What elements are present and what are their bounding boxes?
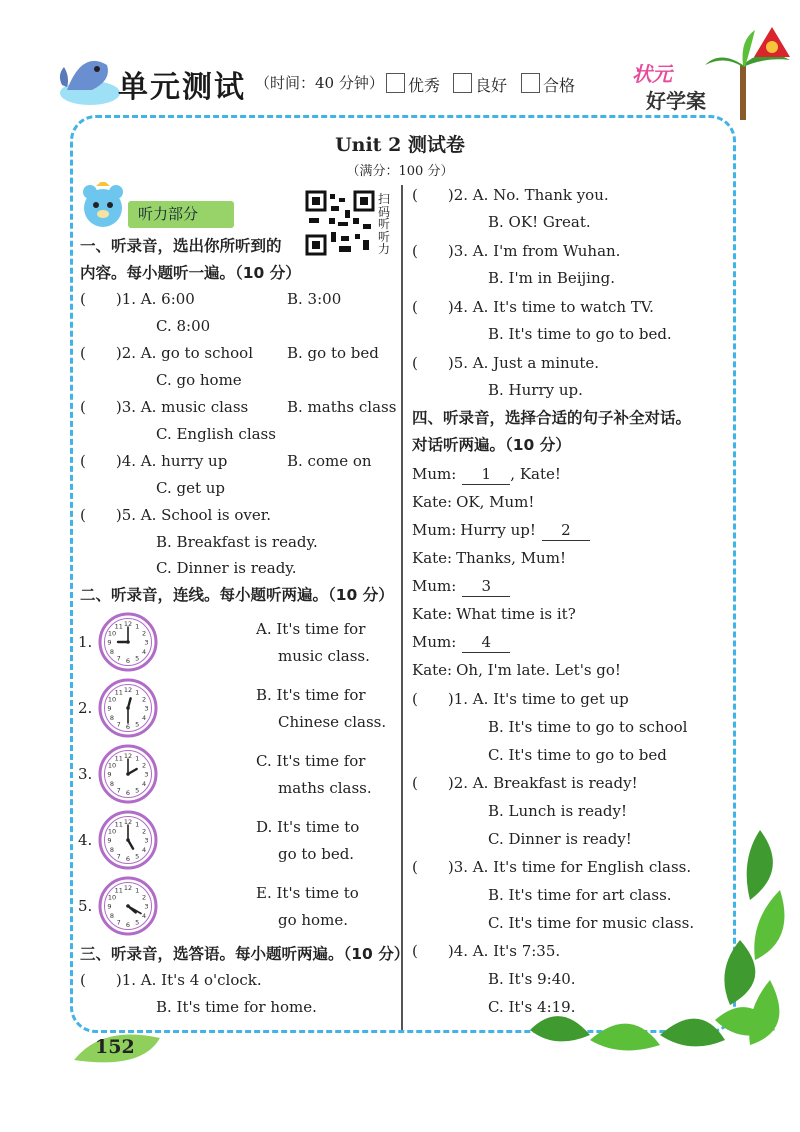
dialog-text: Thanks, Mum! <box>456 549 566 567</box>
clock-digit: 1 <box>135 754 140 763</box>
clock-digit: 11 <box>114 622 123 631</box>
dialog-text: Hurry up! <box>460 521 536 539</box>
s2-opt-e-2: go home. <box>278 911 348 929</box>
s2-num-5: 5. <box>78 897 93 915</box>
grade-good-checkbox[interactable] <box>453 73 472 93</box>
s4-q4-b: B. It's 9:40. <box>488 970 576 988</box>
clock-digit: 10 <box>107 827 117 836</box>
s3-q4-b: B. It's time to go to bed. <box>488 325 672 343</box>
clock-digit: 8 <box>109 779 115 788</box>
dialog-text: OK, Mum! <box>456 493 535 511</box>
s4-q1-a: ( )1. A. It's time to get up <box>412 690 629 708</box>
clock-digit: 5 <box>135 720 140 729</box>
s2-opt-a-2: music class. <box>278 647 370 665</box>
clock-digit: 8 <box>109 911 115 920</box>
s2-opt-b-1: B. It's time for <box>256 686 366 704</box>
dialog-line <box>412 660 621 680</box>
section1-heading-2: 内容。每小题听一遍。（10 分） <box>80 264 301 282</box>
clock-digit: 6 <box>125 921 131 929</box>
clock-1-icon <box>98 612 158 672</box>
grade-excellent-label: 优秀 <box>408 76 441 95</box>
bear-mascot-icon <box>78 182 128 230</box>
s2-num-4: 4. <box>78 831 93 849</box>
dialog-blank-input[interactable]: 2 <box>542 520 590 541</box>
clock-digit: 1 <box>135 886 140 895</box>
clock-digit: 7 <box>116 786 121 795</box>
clock-digit: 4 <box>141 713 147 722</box>
clock-5-icon <box>98 876 158 936</box>
s3-q1-a: ( )1. A. It's 4 o'clock. <box>80 971 262 989</box>
s2-opt-b-2: Chinese class. <box>278 713 387 731</box>
clock-digit: 5 <box>135 786 140 795</box>
dialog-line <box>412 604 576 624</box>
grade-pass-checkbox[interactable] <box>521 73 540 93</box>
s2-num-2: 2. <box>78 699 93 717</box>
s4-q4-c: C. It's 4:19. <box>488 998 576 1016</box>
s3-q4-a: ( )4. A. It's time to watch TV. <box>412 298 654 316</box>
s1-q3-a: ( )3. A. music class <box>80 398 249 416</box>
dialog-speaker: Kate: <box>412 493 453 511</box>
clock-digit: 2 <box>141 695 147 704</box>
s3-q3-a: ( )3. A. I'm from Wuhan. <box>412 242 621 260</box>
s4-q2-c: C. Dinner is ready! <box>488 830 632 848</box>
clock-digit: 12 <box>123 620 133 628</box>
dialog-speaker: Kate: <box>412 661 453 679</box>
page-number: 152 <box>95 1036 135 1058</box>
s4-q3-c: C. It's time for music class. <box>488 914 695 932</box>
dialog-text-post: , Kate! <box>510 465 561 483</box>
dialog-speaker: Mum: <box>412 465 457 483</box>
unit-test-label: 单元测试 <box>118 70 246 105</box>
clock-digit: 3 <box>144 770 149 779</box>
clock-digit: 10 <box>107 629 117 638</box>
s2-opt-c-2: maths class. <box>278 779 372 797</box>
clock-digit: 5 <box>135 918 140 927</box>
clock-digit: 5 <box>135 654 140 663</box>
dialog-line <box>412 520 590 541</box>
clock-digit: 3 <box>144 836 149 845</box>
s1-q5-c: C. Dinner is ready. <box>156 559 297 577</box>
dialog-speaker: Mum: <box>412 521 457 539</box>
s4-q2-a: ( )2. A. Breakfast is ready! <box>412 774 638 792</box>
s1-q2-a: ( )2. A. go to school <box>80 344 253 362</box>
clock-digit: 6 <box>125 723 131 731</box>
clock-digit: 12 <box>123 752 133 760</box>
clock-digit: 8 <box>109 713 115 722</box>
s3-q5-b: B. Hurry up. <box>488 381 583 399</box>
clock-digit: 6 <box>125 657 131 665</box>
s2-opt-c-1: C. It's time for <box>256 752 366 770</box>
qr-label: 扫码听听力 <box>378 192 391 256</box>
time-limit: （时间：40 分钟） <box>255 74 384 92</box>
dialog-speaker: Mum: <box>412 633 457 651</box>
brand-bottom: 好学案 <box>646 89 706 113</box>
s1-q4-a: ( )4. A. hurry up <box>80 452 228 470</box>
s3-q2-a: ( )2. A. No. Thank you. <box>412 186 609 204</box>
clock-digit: 7 <box>116 918 121 927</box>
s2-num-1: 1. <box>78 633 93 651</box>
s3-q5-a: ( )5. A. Just a minute. <box>412 354 600 372</box>
s4-q3-b: B. It's time for art class. <box>488 886 672 904</box>
dialog-blank-input[interactable]: 1 <box>462 464 510 485</box>
clock-digit: 8 <box>109 647 115 656</box>
clock-digit: 1 <box>135 820 140 829</box>
s1-q2-c: C. go home <box>156 371 242 389</box>
clock-digit: 11 <box>114 820 123 829</box>
clock-digit: 9 <box>107 902 112 911</box>
dialog-speaker: Kate: <box>412 605 453 623</box>
paper-subtitle: （满分：100 分） <box>346 164 454 179</box>
clock-digit: 4 <box>141 911 147 920</box>
clock-digit: 3 <box>144 704 149 713</box>
clock-digit: 10 <box>107 695 117 704</box>
clock-digit: 12 <box>123 686 133 694</box>
clock-digit: 4 <box>141 845 147 854</box>
clock-digit: 2 <box>141 827 147 836</box>
clock-3-icon <box>98 744 158 804</box>
s1-q1-a: ( )1. A. 6:00 <box>80 290 195 308</box>
clock-digit: 1 <box>135 688 140 697</box>
clock-digit: 3 <box>144 902 149 911</box>
dialog-line <box>412 464 561 485</box>
s1-q4-b: B. come on <box>287 452 372 470</box>
s1-q1-c: C. 8:00 <box>156 317 211 335</box>
clock-digit: 4 <box>141 647 147 656</box>
s1-q3-b: B. maths class <box>287 398 397 416</box>
clock-digit: 8 <box>109 845 115 854</box>
brand-logo <box>632 58 706 114</box>
clock-digit: 3 <box>144 638 149 647</box>
leaves-decoration-icon <box>500 830 798 1070</box>
s1-q1-b: B. 3:00 <box>287 290 342 308</box>
s3-q2-b: B. OK! Great. <box>488 213 591 231</box>
clock-digit: 10 <box>107 893 117 902</box>
section2-heading: 二、听录音，连线。每小题听两遍。（10 分） <box>80 586 394 604</box>
clock-2-icon <box>98 678 158 738</box>
s1-q4-c: C. get up <box>156 479 226 497</box>
mascot-fish-icon <box>52 45 122 110</box>
column-divider <box>401 185 403 1030</box>
grade-excellent-checkbox[interactable] <box>386 73 405 93</box>
s4-q4-a: ( )4. A. It's 7:35. <box>412 942 561 960</box>
s3-q3-b: B. I'm in Beijing. <box>488 269 616 287</box>
dialog-line <box>412 548 566 568</box>
brand-top: 状元 <box>632 62 672 86</box>
dialog-speaker: Mum: <box>412 577 457 595</box>
s1-q5-a: ( )5. A. School is over. <box>80 506 272 524</box>
s1-q2-b: B. go to bed <box>287 344 379 362</box>
clock-digit: 1 <box>135 622 140 631</box>
grade-pass-label: 合格 <box>543 76 576 95</box>
clock-digit: 5 <box>135 852 140 861</box>
clock-digit: 9 <box>107 836 112 845</box>
s4-q1-b: B. It's time to go to school <box>488 718 688 736</box>
clock-digit: 6 <box>125 789 131 797</box>
clock-digit: 2 <box>141 893 147 902</box>
dialog-line <box>412 492 534 512</box>
section1-heading-1: 一、听录音，选出你所听到的 <box>80 237 282 255</box>
s2-opt-e-1: E. It's time to <box>256 884 359 902</box>
s1-q3-c: C. English class <box>156 425 276 443</box>
clock-digit: 7 <box>116 852 121 861</box>
clock-digit: 2 <box>141 629 147 638</box>
clock-digit: 7 <box>116 654 121 663</box>
clock-digit: 9 <box>107 770 112 779</box>
clock-digit: 4 <box>141 779 147 788</box>
dialog-text: What time is it? <box>456 605 576 623</box>
s3-q1-b: B. It's time for home. <box>156 998 317 1016</box>
qr-code-icon[interactable] <box>305 190 375 256</box>
clock-digit: 12 <box>123 818 133 826</box>
dialog-speaker: Kate: <box>412 549 453 567</box>
clock-digit: 6 <box>125 855 131 863</box>
clock-digit: 11 <box>114 886 123 895</box>
grade-good-label: 良好 <box>475 76 508 95</box>
listening-badge: 听力部分 <box>128 201 234 228</box>
clock-digit: 11 <box>114 688 123 697</box>
clock-digit: 12 <box>123 884 133 892</box>
dialog-text: Oh, I'm late. Let's go! <box>456 661 621 679</box>
s4-q1-c: C. It's time to go to bed <box>488 746 667 764</box>
s2-opt-d-2: go to bed. <box>278 845 355 863</box>
s2-num-3: 3. <box>78 765 93 783</box>
s4-q3-a: ( )3. A. It's time for English class. <box>412 858 692 876</box>
clock-digit: 9 <box>107 704 112 713</box>
dialog-line <box>412 576 510 597</box>
clock-digit: 11 <box>114 754 123 763</box>
clock-digit: 7 <box>116 720 121 729</box>
section3-heading: 三、听录音，选答语。每小题听两遍。（10 分） <box>80 945 410 963</box>
s1-q5-b: B. Breakfast is ready. <box>156 533 318 551</box>
s2-opt-a-1: A. It's time for <box>256 620 366 638</box>
clock-digit: 2 <box>141 761 147 770</box>
s4-q2-b: B. Lunch is ready! <box>488 802 628 820</box>
dialog-blank-input[interactable]: 4 <box>462 632 510 653</box>
clock-digit: 9 <box>107 638 112 647</box>
dialog-blank-input[interactable]: 3 <box>462 576 510 597</box>
section4-heading-1: 四、听录音，选择合适的句子补全对话。 <box>412 409 692 427</box>
section4-heading-2: 对话听两遍。（10 分） <box>412 436 571 454</box>
dialog-line <box>412 632 510 653</box>
palm-tree-icon <box>700 25 795 120</box>
paper-title: Unit 2 测试卷 <box>335 134 465 156</box>
clock-4-icon <box>98 810 158 870</box>
s2-opt-d-1: D. It's time to <box>256 818 360 836</box>
clock-digit: 10 <box>107 761 117 770</box>
